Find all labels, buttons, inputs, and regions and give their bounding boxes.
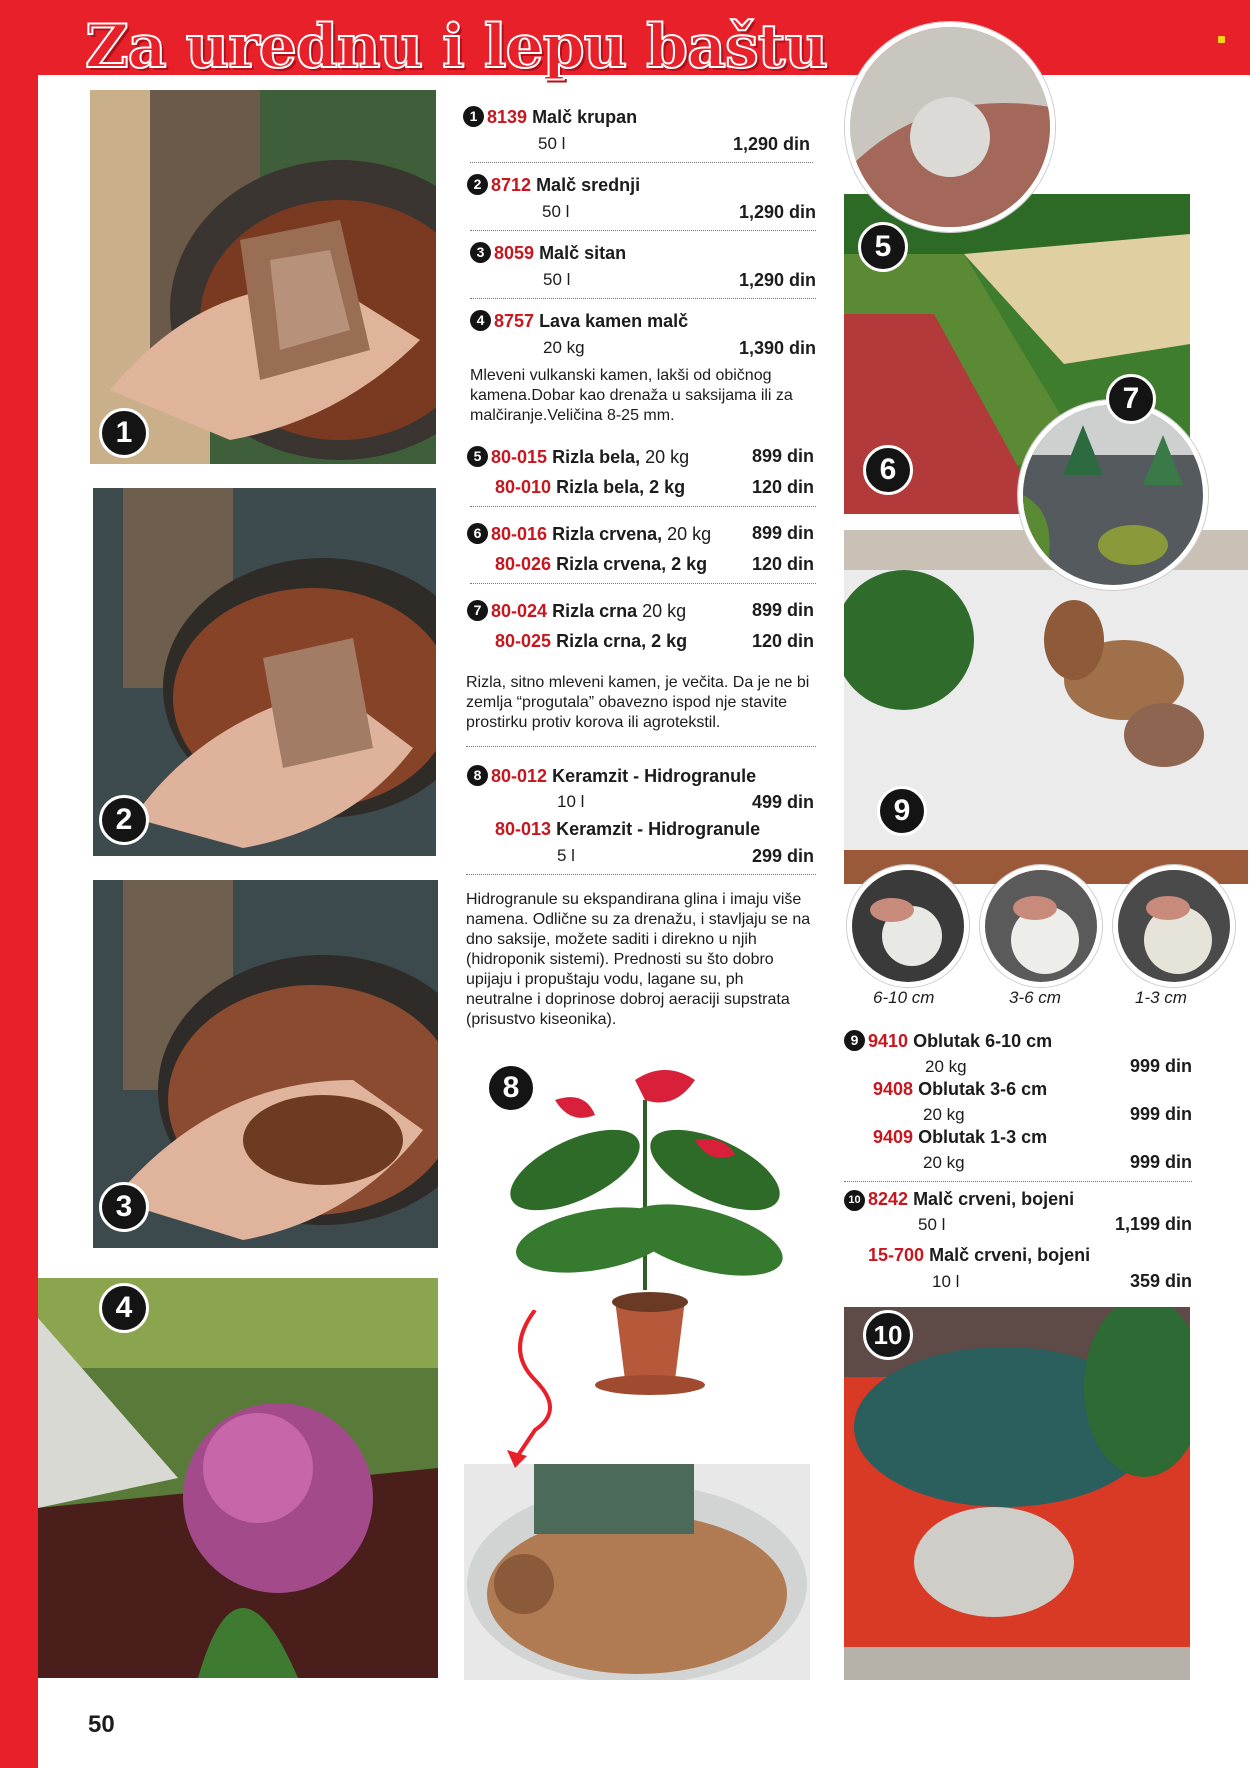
hidrogranule-description: Hidrogranule su ekspandirana glina i imaju više namena. Odlične su za drenažu, i stavljaju se na dno saksije, možete saditi i direkno u njih (hidroponik sistemi). Prednosti su što dobro upijaju i propuštaju vodu, lagane su, ph neutralne i doprinose dobroj aeraciji supstrata (prisustvo kiseonika).	[466, 891, 811, 1028]
photo-marker: 4	[99, 1283, 149, 1333]
product-code: 8757	[494, 311, 535, 331]
divider	[844, 1181, 1192, 1182]
product-qty: 5 l	[557, 846, 575, 865]
product-qty: 20 kg	[923, 1153, 965, 1172]
product-description: Mleveni vulkanski kamen, lakši od običnog kamena.Dobar kao drenaža u saksijama ili za malčiranje.Veličina 8-25 mm.	[470, 367, 793, 424]
arrow-icon	[495, 1310, 575, 1470]
page-number: 50	[88, 1711, 115, 1738]
photo-marker: 5	[858, 222, 908, 272]
product-price: 120 din	[751, 554, 814, 574]
product-qty: 20 kg	[925, 1057, 967, 1076]
product-code: 15-700	[868, 1245, 925, 1265]
product-line	[844, 1030, 1052, 1052]
product-code: 80-024	[491, 601, 548, 621]
product-code: 8139	[487, 107, 528, 127]
product-price: 999 din	[1129, 1104, 1192, 1124]
product-line	[470, 242, 626, 264]
item-number: 9	[844, 1030, 865, 1051]
photo-hand-gravel	[845, 22, 1055, 232]
photo-mulch-coarse	[90, 90, 436, 464]
divider	[466, 874, 816, 875]
product-qty: 50 l	[543, 270, 571, 289]
product-price: 899 din	[751, 600, 814, 620]
product-price: 359 din	[1129, 1271, 1192, 1291]
product-name: Rizla crna, 2 kg	[556, 631, 688, 651]
photo-marker: 7	[1106, 374, 1156, 424]
product-name: Lava kamen malč	[539, 311, 689, 331]
divider	[470, 506, 816, 507]
product-qty: 10 l	[557, 792, 585, 811]
photo-pebbles-medium	[980, 865, 1102, 987]
photo-marker: 2	[99, 795, 149, 845]
product-name: Oblutak 6-10 cm	[913, 1031, 1053, 1051]
product-code: 8242	[868, 1189, 909, 1209]
product-qty: 50 l	[918, 1215, 946, 1234]
product-name: Rizla crvena, 2 kg	[556, 554, 708, 574]
product-price: 1,390 din	[738, 338, 816, 358]
photo-black-gravel-garden	[1018, 400, 1208, 590]
product-price: 1,290 din	[732, 134, 810, 154]
product-price: 120 din	[751, 631, 814, 651]
product-line	[467, 765, 756, 787]
product-line	[467, 600, 686, 622]
product-name: Oblutak 3-6 cm	[918, 1079, 1048, 1099]
product-code: 80-026	[495, 554, 552, 574]
photo-lava-stone-garden	[38, 1278, 438, 1678]
divider	[470, 230, 816, 231]
product-qty: 20 kg	[923, 1105, 965, 1124]
product-name: Malč srednji	[536, 175, 641, 195]
page-title: Za urednu i lepu baštu	[85, 12, 828, 82]
left-border	[0, 0, 38, 1768]
product-code: 9408	[873, 1079, 914, 1099]
product-name: Rizla bela,	[552, 447, 641, 467]
item-number: 4	[470, 310, 491, 331]
item-number: 2	[467, 174, 488, 195]
product-name: Malč crveni, bojeni	[929, 1245, 1091, 1265]
item-number: 10	[844, 1190, 865, 1211]
photo-marker: 9	[877, 786, 927, 836]
item-number: 7	[467, 600, 488, 621]
product-name: Rizla crvena,	[552, 524, 663, 544]
product-price: 299 din	[751, 846, 814, 866]
photo-pebbles-small	[1113, 865, 1235, 987]
product-qty: 20 kg	[645, 447, 690, 467]
product-line	[495, 819, 760, 840]
product-line	[873, 1079, 1047, 1100]
product-code: 9410	[868, 1031, 909, 1051]
product-code: 80-010	[495, 477, 552, 497]
product-name: Malč krupan	[532, 107, 638, 127]
product-qty: 20 kg	[667, 524, 712, 544]
product-name: Rizla crna	[552, 601, 638, 621]
product-line	[467, 174, 640, 196]
product-line	[873, 1127, 1047, 1148]
product-code: 80-016	[491, 524, 548, 544]
photo-red-mulch-garden	[844, 1307, 1190, 1680]
product-name: Oblutak 1-3 cm	[918, 1127, 1048, 1147]
item-number: 3	[470, 242, 491, 263]
product-price: 1,290 din	[738, 270, 816, 290]
photo-marker: 10	[863, 1310, 913, 1360]
product-qty: 10 l	[932, 1272, 960, 1291]
product-price: 499 din	[751, 792, 814, 812]
product-code: 8059	[494, 243, 535, 263]
item-number: 5	[467, 446, 488, 467]
photo-mulch-medium	[93, 488, 436, 856]
size-label: 3-6 cm	[1009, 988, 1061, 1007]
divider	[466, 746, 816, 747]
product-code: 8712	[491, 175, 532, 195]
product-price: 1,199 din	[1114, 1214, 1192, 1234]
product-line	[868, 1245, 1090, 1266]
product-code: 9409	[873, 1127, 914, 1147]
product-name: Malč sitan	[539, 243, 627, 263]
product-qty: 20 kg	[642, 601, 687, 621]
product-name: Keramzit - Hidrogranule	[556, 819, 761, 839]
divider	[470, 298, 816, 299]
product-code: 80-025	[495, 631, 552, 651]
photo-marker: 8	[486, 1063, 536, 1113]
product-qty: 20 kg	[543, 338, 585, 357]
product-qty: 50 l	[538, 134, 566, 153]
corner-mark	[1218, 36, 1225, 43]
photo-marker: 1	[99, 408, 149, 458]
photo-pebbles-large	[847, 865, 969, 987]
product-line	[463, 106, 637, 128]
divider	[470, 583, 816, 584]
size-label: 6-10 cm	[873, 988, 935, 1007]
product-code: 80-015	[491, 447, 548, 467]
item-number: 8	[467, 765, 488, 786]
divider	[470, 162, 813, 163]
product-price: 999 din	[1129, 1056, 1192, 1076]
product-name: Malč crveni, bojeni	[913, 1189, 1075, 1209]
product-code: 80-013	[495, 819, 552, 839]
product-price: 899 din	[751, 523, 814, 543]
product-name: Rizla bela, 2 kg	[556, 477, 686, 497]
product-price: 1,290 din	[738, 202, 816, 222]
size-label: 1-3 cm	[1135, 988, 1187, 1007]
product-price: 899 din	[751, 446, 814, 466]
photo-marker: 6	[863, 445, 913, 495]
product-line	[470, 310, 688, 332]
photo-clay-pebbles	[464, 1464, 810, 1680]
product-price: 120 din	[751, 477, 814, 497]
photo-marker: 3	[99, 1182, 149, 1232]
rizla-description: Rizla, sitno mleveni kamen, je večita. Da je ne bi zemlja “progutala” obavezno ispod nje stavite prostirku protiv korova ili agrotekstil.	[466, 674, 810, 731]
product-price: 999 din	[1129, 1152, 1192, 1172]
product-line	[844, 1189, 1074, 1211]
product-code: 80-012	[491, 766, 548, 786]
product-qty: 50 l	[542, 202, 570, 221]
item-number: 6	[467, 523, 488, 544]
product-name: Keramzit - Hidrogranule	[552, 766, 757, 786]
item-number: 1	[463, 106, 484, 127]
